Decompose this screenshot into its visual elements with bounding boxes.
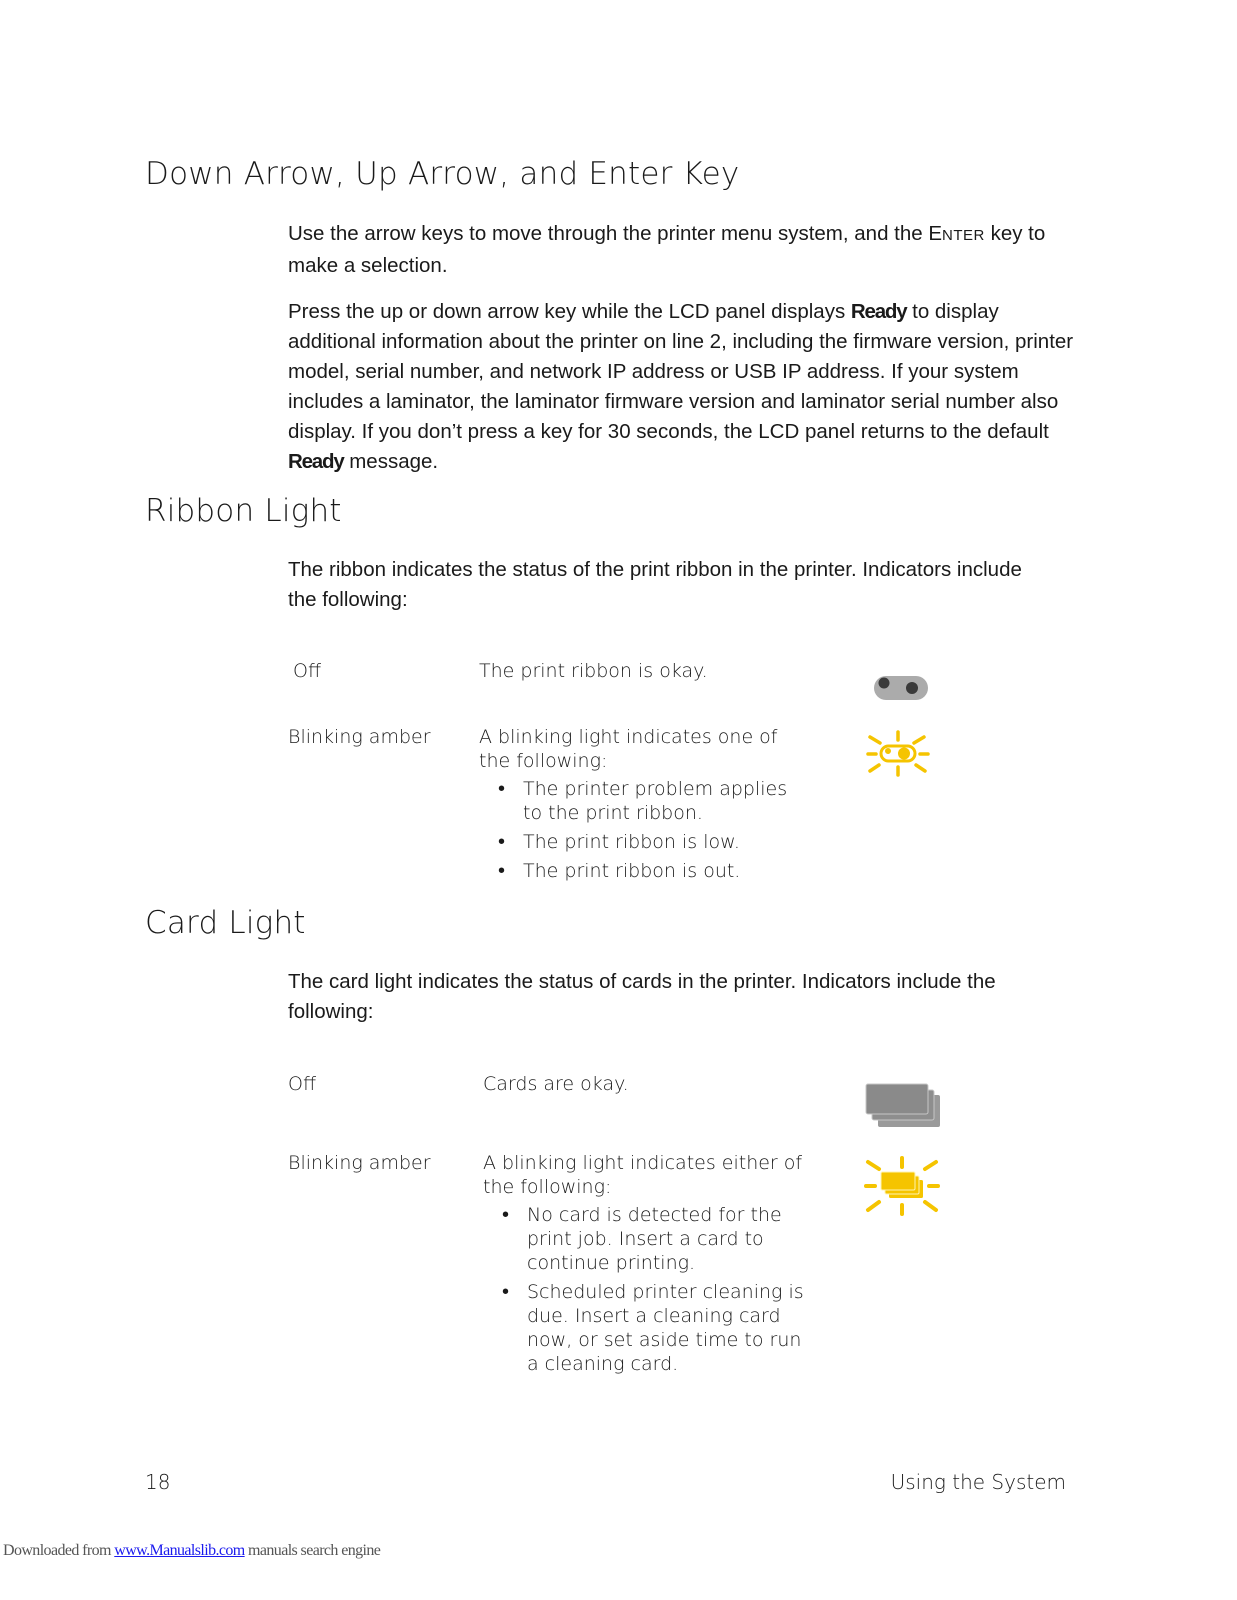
ribbon-blinking-lead: A blinking light indicates one of the following: bbox=[479, 726, 778, 772]
ribbon-intro-paragraph: The ribbon indicates the status of the print ribbon in the printer. Indicators include the following: bbox=[288, 558, 1022, 611]
section-heading-card-light: Card Light bbox=[145, 905, 306, 941]
download-suffix: manuals search engine bbox=[244, 1542, 381, 1559]
para2-text-c: message. bbox=[343, 450, 439, 473]
download-attribution bbox=[3, 1542, 380, 1560]
footer-section-name: Using the System bbox=[890, 1470, 1066, 1494]
list-item: • The printer problem applies to the print ribbon. bbox=[479, 777, 804, 825]
para1-text-a: Use the arrow keys to move through the printer menu system, and the E bbox=[288, 222, 943, 245]
card-blinking-icon bbox=[862, 1156, 942, 1221]
manualslib-link[interactable]: www.Manualslib.com bbox=[114, 1542, 245, 1559]
list-item: • The print ribbon is low. bbox=[479, 830, 804, 854]
list-item: • Scheduled printer cleaning is due. Insert a cleaning card now, or set aside time to run a cleaning card. bbox=[483, 1280, 813, 1376]
section-heading-ribbon-light: Ribbon Light bbox=[145, 493, 342, 529]
para2-text-b: to display additional information about the printer on line 2, including the firmware version, printer model, serial number, and network IP address or USB IP address. If your system includes a laminator, the laminator firmware version and laminator serial number also display. If you don’t press a key for 30 seconds, the LCD panel returns to the default bbox=[288, 300, 1074, 443]
card-desc-blinking bbox=[483, 1151, 813, 1381]
ribbon-desc-off: The print ribbon is okay. bbox=[479, 660, 708, 682]
list-item: • The print ribbon is out. bbox=[479, 859, 804, 883]
enter-key-label: NTER bbox=[942, 227, 985, 244]
card-off-icon bbox=[864, 1081, 944, 1134]
para1-text-b: key to make a selection. bbox=[288, 222, 1046, 277]
ready-keyword: Ready bbox=[288, 450, 344, 473]
card-desc-off: Cards are okay. bbox=[483, 1073, 629, 1095]
arrow-keys-paragraph-2 bbox=[288, 297, 1078, 477]
ribbon-bullet-list bbox=[479, 777, 804, 883]
ribbon-state-off: Off bbox=[293, 660, 322, 682]
ready-keyword: Ready bbox=[850, 300, 907, 323]
section-heading-arrow-keys: Down Arrow, Up Arrow, and Enter Key bbox=[145, 156, 740, 192]
ribbon-desc-blinking bbox=[479, 725, 804, 888]
download-prefix: Downloaded from bbox=[3, 1542, 115, 1559]
card-intro-paragraph: The card light indicates the status of cards in the printer. Indicators include the following: bbox=[288, 970, 996, 1023]
ribbon-off-icon bbox=[872, 670, 932, 709]
card-state-off: Off bbox=[288, 1073, 317, 1095]
arrow-keys-paragraph-1 bbox=[288, 219, 1078, 281]
page-number: 18 bbox=[145, 1470, 171, 1494]
card-bullet-list bbox=[483, 1203, 813, 1376]
list-item: • No card is detected for the print job. Insert a card to continue printing. bbox=[483, 1203, 813, 1275]
card-state-blinking: Blinking amber bbox=[288, 1152, 431, 1174]
card-blinking-lead: A blinking light indicates either of the following: bbox=[483, 1152, 803, 1198]
ribbon-state-blinking: Blinking amber bbox=[288, 726, 431, 748]
ribbon-blinking-icon bbox=[862, 730, 934, 783]
para2-text-a: Press the up or down arrow key while the LCD panel displays bbox=[288, 300, 851, 323]
